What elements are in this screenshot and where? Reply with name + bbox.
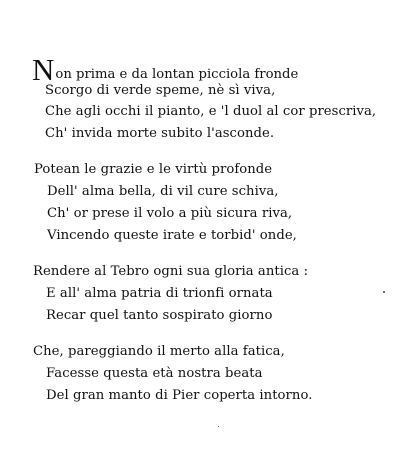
- stanza-4-line-1: Che, pareggiando il merto alla fatica,: [33, 344, 285, 359]
- stanza-2-line-2: Dell' alma bella, di vil cure schiva,: [47, 184, 279, 199]
- stanza-2-line-3: Ch' or prese il volo a più sicura riva,: [47, 206, 293, 221]
- stanza-4-line-2: Facesse questa età nostra beata: [46, 366, 263, 381]
- stanza-1-line-1-text: on prima e da lontan picciola fronde: [55, 67, 299, 82]
- stanza-1-line-4: Ch' invida morte subito l'asconde.: [45, 126, 275, 141]
- paper-speck: [383, 291, 385, 293]
- stanza-1-line-2: Scorgo di verde speme, nè sì viva,: [45, 83, 276, 98]
- stanza-1-line-1: [32, 52, 299, 87]
- stanza-3-line-1: Rendere al Tebro ogni sua gloria antica :: [33, 264, 309, 279]
- stanza-3-line-3: Recar quel tanto sospirato giorno: [46, 308, 273, 323]
- stanza-2-line-4: Vincendo queste irate e torbid' onde,: [47, 228, 297, 243]
- stanza-1-line-3: Che agli occhi il pianto, e 'l duol al cor prescriva,: [45, 104, 377, 119]
- stanza-2-line-1: Potean le grazie e le virtù profonde: [34, 162, 273, 177]
- paper-speck: [218, 426, 219, 427]
- stanza-4-line-3: Del gran manto di Pier coperta intorno.: [46, 388, 313, 403]
- drop-cap-letter: N: [32, 52, 55, 87]
- stanza-3-line-2: E all' alma patria di trionfi ornata: [46, 286, 273, 301]
